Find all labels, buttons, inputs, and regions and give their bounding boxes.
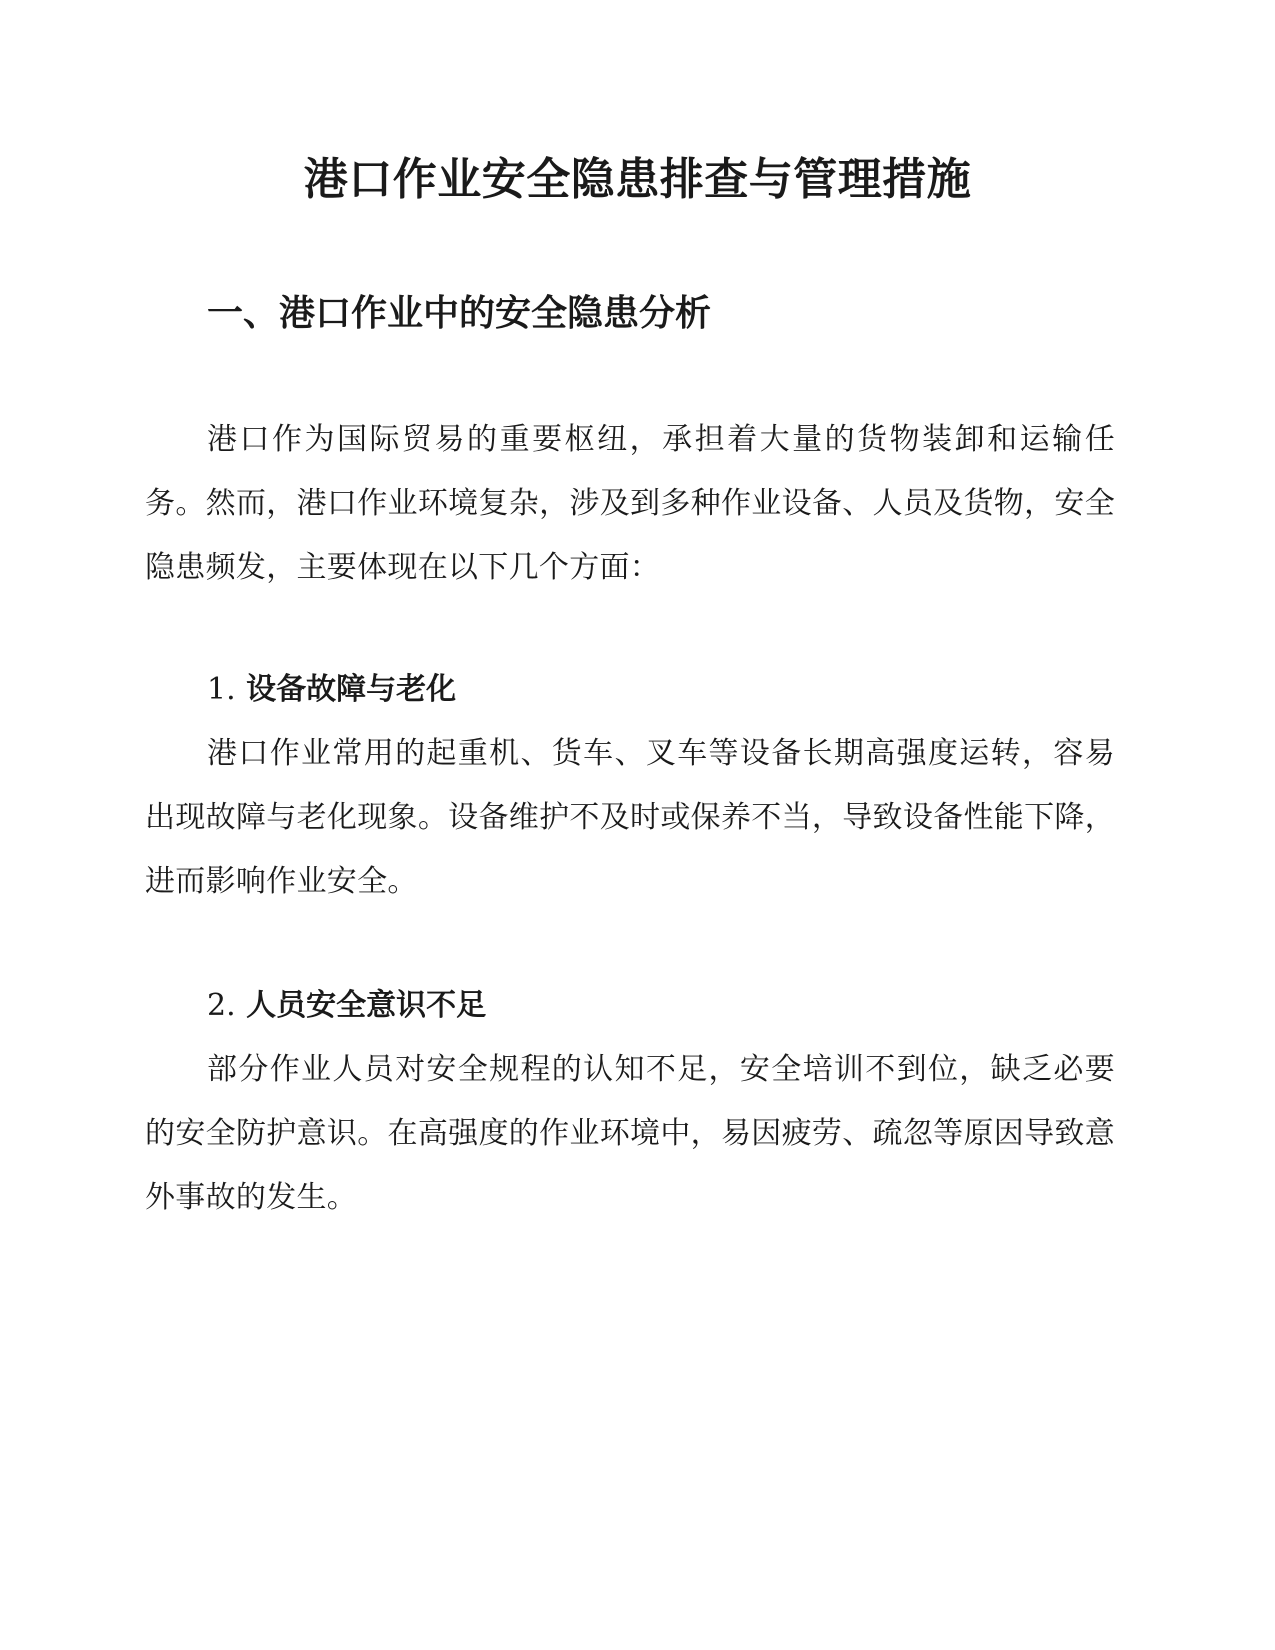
section-heading: 一、港口作业中的安全隐患分析 [207, 293, 712, 334]
subheading-personnel [207, 984, 486, 1028]
document-title: 港口作业安全隐患排查与管理措施 [303, 154, 972, 205]
subheading-text: 人员安全意识不足 [246, 988, 487, 1023]
subheading-number: 1. [207, 672, 236, 707]
subheading-text: 设备故障与老化 [246, 672, 457, 707]
personnel-paragraph: 部分作业人员对安全规程的认知不足，安全培训不到位，缺乏必要的安全防护意识。在高强度的作业环境中，易因疲劳、疏忽等原因导致意外事故的发生。 [145, 1052, 1115, 1215]
equipment-paragraph: 港口作业常用的起重机、货车、叉车等设备长期高强度运转，容易出现故障与老化现象。设备维护不及时或保养不当，导致设备性能下降，进而影响作业安全。 [145, 736, 1115, 899]
intro-paragraph: 港口作为国际贸易的重要枢纽，承担着大量的货物装卸和运输任务。然而，港口作业环境复杂，涉及到多种作业设备、人员及货物，安全隐患频发，主要体现在以下几个方面： [145, 422, 1115, 585]
subheading-equipment [207, 668, 456, 712]
subheading-number: 2. [207, 988, 236, 1023]
